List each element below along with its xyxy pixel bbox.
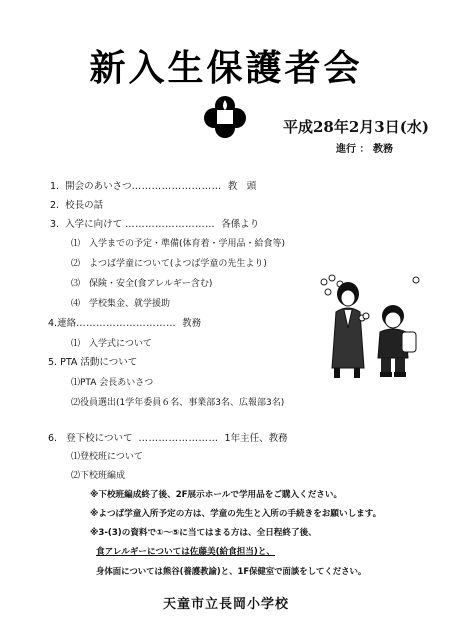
agenda-item-5: 5. PTA 活動について [48, 357, 138, 368]
note-3: ※3-(3)の資料で①～⑤に当てはまる方は、全日程終了後、 [90, 528, 317, 538]
school-emblem-icon [204, 96, 246, 138]
note-5: 身体面については熊谷(養護教諭)と、1F保健室で面談をしてください。 [96, 566, 367, 576]
note-2: ※よつば学童入所予定の方は、学童の先生と入所の手続きをお願いします。 [90, 509, 382, 519]
agenda-item-2: 2. 校長の話 [50, 200, 104, 211]
agenda-subitem-5-1: ⑴PTA 会長あいさつ [71, 378, 154, 388]
agenda-item-1: 1. 開会のあいさつ……………………… 教 頭 [50, 181, 257, 192]
host-label: 進行 ： 教務 [336, 144, 393, 155]
agenda-subitem-4-1: ⑴ 入学式について [71, 339, 152, 349]
meeting-date: 平成28年2月3日(水) [283, 118, 429, 136]
agenda-subitem-3-3: ⑶ 保険・安全(食アレルギー含む) [71, 279, 213, 289]
agenda-item-3: 3. 入学に向けて ……………………… 各係より [50, 219, 260, 230]
agenda-item-6: 6. 登下校について …………………… 1年主任、教務 [48, 433, 288, 444]
agenda-subitem-3-1: ⑴ 入学までの予定・準備(体育着・学用品・給食等) [71, 239, 286, 249]
school-name-footer: 天童市立長岡小学校 [162, 597, 289, 612]
note-1: ※下校班編成終了後、2F展示ホールで学用品をご購入ください。 [90, 490, 343, 500]
agenda-subitem-3-4: ⑷ 学校集金、就学援助 [71, 299, 171, 309]
document-title: 新入生保護者会 [89, 47, 363, 89]
agenda-subitem-6-2: ⑵下校班編成 [71, 471, 126, 481]
agenda-subitem-5-2: ⑵役員選出(1学年委員６名、事業部3名、広報部3名) [71, 398, 285, 408]
agenda-subitem-6-1: ⑴登校班について [71, 452, 143, 462]
note-4: 食アレルギーについては佐藤美(給食担当)と、 [96, 547, 276, 557]
agenda-item-4: 4.連絡………………………… 教務 [48, 318, 202, 329]
agenda-subitem-3-2: ⑵ よつば学童について(よつば学童の先生より) [71, 259, 267, 269]
parent-child-illustration [318, 272, 428, 380]
